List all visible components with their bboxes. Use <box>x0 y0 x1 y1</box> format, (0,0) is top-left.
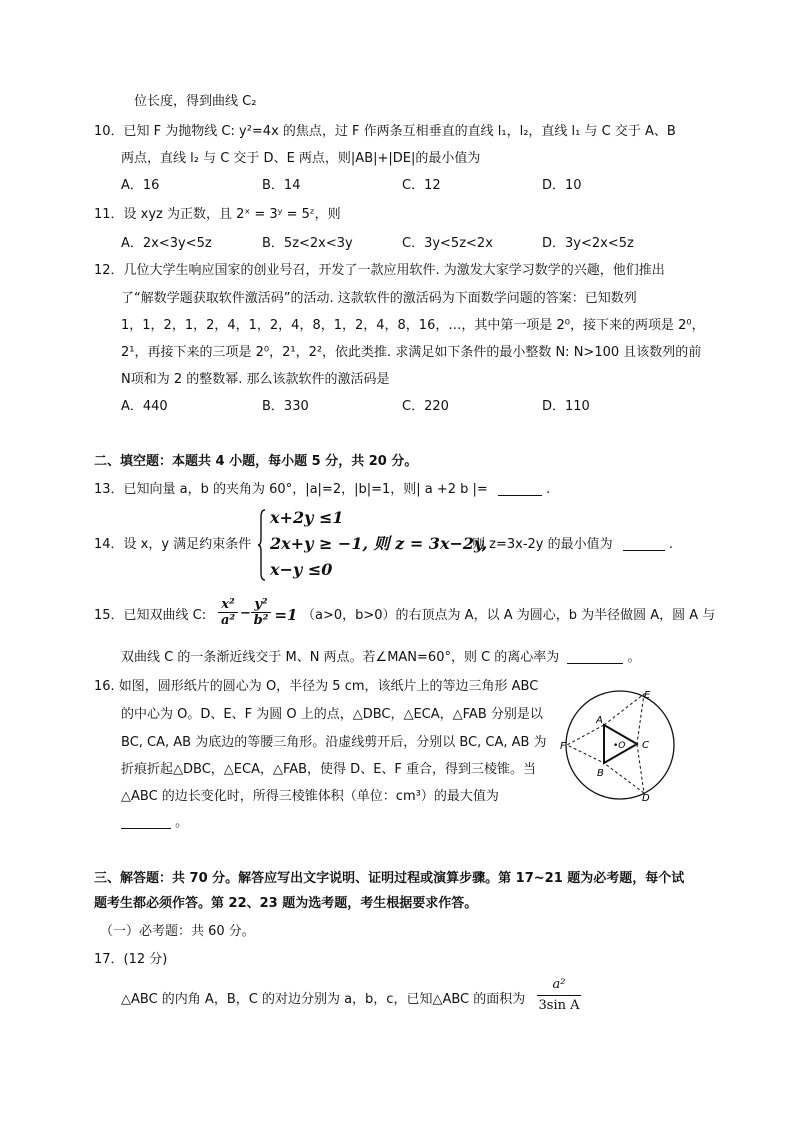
q17-number: 17．(12 分) <box>94 952 168 967</box>
q10-option-c: C．12 <box>402 178 441 193</box>
q13-text <box>94 480 550 500</box>
q11-option-c: C．3y<5z<2x <box>402 236 493 251</box>
q9-tail: 位长度，得到曲线 C₂ <box>134 94 257 109</box>
section3-heading-line2: 题考生都必须作答。第 22、23 题为选考题，考生根据要求作答。 <box>94 896 478 911</box>
q10-stem-line1: 10．已知 F 为抛物线 C: y²=4x 的焦点，过 F 作两条互相垂直的直线 l₁，l₂，直线 l₁ 与 C 交于 A、B <box>94 124 676 139</box>
label-o: •O <box>613 741 626 751</box>
q16-end: 。 <box>175 815 189 830</box>
q10-option-d: D．10 <box>542 178 582 193</box>
q15-line2: 双曲线 C 的一条渐近线交于 M、N 两点。若∠MAN=60°，则 C 的离心率为 <box>121 650 560 665</box>
q11-stem: 11．设 xyz 为正数，且 2ˣ = 3ʸ = 5ᶻ，则 <box>94 207 341 222</box>
q15-answer-blank[interactable] <box>567 649 623 664</box>
q14-pre: 14．设 x，y 满足约束条件 <box>94 537 252 552</box>
label-d: D <box>642 793 650 804</box>
q12-option-a: A．440 <box>121 399 168 414</box>
q17-frac-numerator: a² <box>552 977 566 992</box>
q14-constraint-row3: x−y ≤0 <box>270 560 333 579</box>
q16-circle-figure <box>560 685 680 805</box>
q14-constraint-row1: x+2y ≤1 <box>270 508 344 527</box>
q10-option-b: B．14 <box>262 178 301 193</box>
brace-icon <box>258 509 266 581</box>
q15-frac2-den: b² <box>253 613 269 628</box>
q16-line1: 16. 如图，圆形纸片的圆心为 O，半径为 5 cm，该纸片上的等边三角形 ABC <box>94 679 539 694</box>
q12-line1: 12．几位大学生响应国家的创业号召，开发了一款应用软件. 为激发大家学习数学的兴趣，他们推出 <box>94 263 665 278</box>
q12-line3: 1，1，2，1，2，4，1，2，4，8，1，2，4，8，16，…，其中第一项是 2⁰，接下来的两项是 2⁰， <box>121 318 705 333</box>
label-e: E <box>644 690 651 701</box>
dashed-triangle-fab <box>567 725 604 763</box>
label-a: A <box>596 715 603 726</box>
q15-line2-text <box>121 648 641 668</box>
q14-constraint-row2: 2x+y ≥ −1, 则 z = 3x−2y, <box>270 534 488 553</box>
q12-option-d: D．110 <box>542 399 590 414</box>
q13-stem: 13．已知向量 a，b 的夹角为 60°，|a|=2，|b|=1，则| a +2 b |= <box>94 482 488 497</box>
q17-area-fraction <box>535 975 583 1023</box>
q10-stem-line2: 两点，直线 l₂ 与 C 交于 D、E 两点，则|AB|+|DE|的最小值为 <box>121 151 481 166</box>
q12-line2: 了“解数学题获取软件激活码”的活动. 这款软件的激活码为下面数学问题的答案：已知数列 <box>121 291 637 306</box>
q12-option-b: B．330 <box>262 399 309 414</box>
label-c: C <box>642 740 649 751</box>
q11-option-a: A．2x<3y<5z <box>121 236 212 251</box>
q14-constraint-system <box>258 505 488 585</box>
q14-answer-blank[interactable] <box>623 536 665 551</box>
q17-text: △ABC 的内角 A，B，C 的对边分别为 a，b，c，已知△ABC 的面积为 <box>121 992 526 1007</box>
q14-post: 则 z=3x-2y 的最小值为 <box>472 537 613 552</box>
q13-end: . <box>546 482 551 497</box>
q16-answer-blank[interactable] <box>121 814 171 829</box>
q15-frac1-den: a² <box>220 613 236 628</box>
q15-post: （a>0，b>0）的右顶点为 A，以 A 为圆心，b 为半径做圆 A，圆 A 与 <box>302 608 716 623</box>
q16-line3: BC, CA, AB 为底边的等腰三角形。沿虚线剪开后，分别以 BC, CA, AB 为 <box>121 735 547 750</box>
q14-end: . <box>668 537 674 552</box>
q15-frac1-num: x² <box>221 597 235 612</box>
q14-post-text <box>472 535 673 555</box>
q15-end: 。 <box>627 650 641 665</box>
q12-line5: N项和为 2 的整数幂. 那么该款软件的激活码是 <box>121 372 390 387</box>
q15-hyperbola-equation <box>218 597 300 635</box>
q11-option-d: D．3y<2x<5z <box>542 236 634 251</box>
q15-equals-one: =1 <box>274 606 298 624</box>
section3-heading-line1: 三、解答题：共 70 分。解答应写出文字说明、证明过程或演算步骤。第 17~21 题为必考题，每个试 <box>94 871 685 886</box>
q16-line5: △ABC 的边长变化时，所得三棱锥体积（单位：cm³）的最大值为 <box>121 789 499 804</box>
q13-answer-blank[interactable] <box>498 481 542 496</box>
q12-option-c: C．220 <box>402 399 449 414</box>
section3-subheading: （一）必考题：共 60 分。 <box>100 924 255 939</box>
section2-heading: 二、填空题：本题共 4 小题，每小题 5 分，共 20 分。 <box>94 454 418 469</box>
label-b: B <box>597 768 604 779</box>
q11-option-b: B．5z<2x<3y <box>262 236 353 251</box>
q12-line4: 2¹，再接下来的三项是 2⁰，2¹，2²，依此类推. 求满足如下条件的最小整数 N: N>100 且该数列的前 <box>121 345 702 360</box>
q15-frac2-num: y² <box>254 597 268 612</box>
q15-minus: − <box>240 606 251 621</box>
q16-line4: 折痕折起△DBC，△ECA，△FAB，使得 D、E、F 重合，得到三棱锥。当 <box>121 762 537 777</box>
q15-pre: 15．已知双曲线 C: <box>94 608 207 623</box>
q16-line2: 的中心为 O。D、E、F 为圆 O 上的点，△DBC，△ECA，△FAB 分别是以 <box>121 707 543 722</box>
q16-blank-line <box>121 813 188 833</box>
q17-frac-denominator: 3sin A <box>538 998 580 1013</box>
q10-option-a: A．16 <box>121 178 160 193</box>
label-f: F <box>560 741 566 752</box>
